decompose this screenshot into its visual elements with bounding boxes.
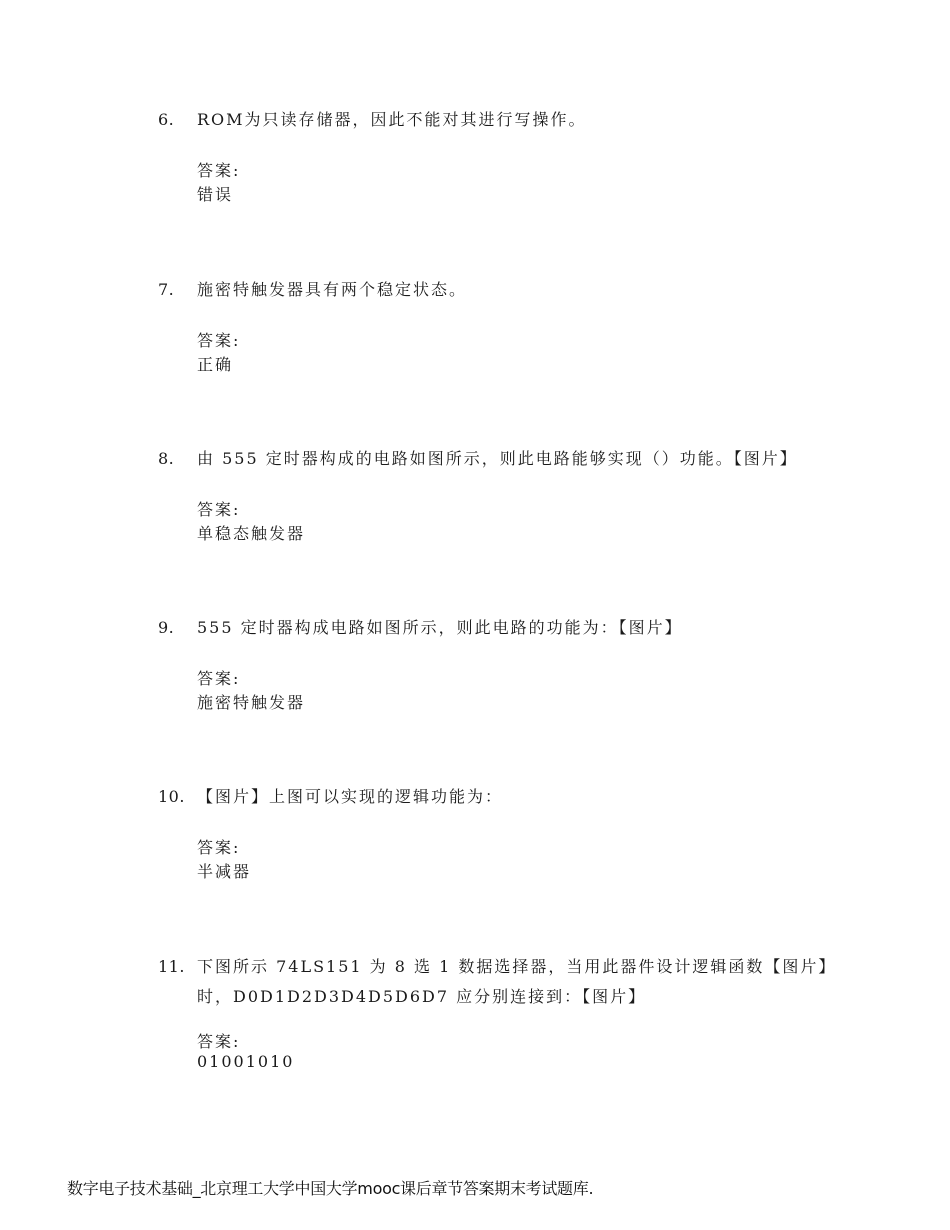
- question-number: 11.: [158, 957, 185, 976]
- question-number: 8.: [158, 449, 175, 468]
- answer-label: 答案:: [197, 669, 241, 688]
- answer-text: 施密特触发器: [197, 693, 306, 712]
- question-text: 施密特触发器具有两个稳定状态。: [197, 280, 468, 299]
- answer-text: 01001010: [197, 1052, 295, 1071]
- answer-label: 答案:: [197, 331, 241, 350]
- answer-text: 正确: [197, 355, 234, 374]
- answer-label: 答案:: [197, 161, 241, 180]
- question-text: 555 定时器构成电路如图所示，则此电路的功能为：【图片】: [197, 618, 683, 637]
- question-number: 7.: [158, 280, 175, 299]
- answer-label: 答案:: [197, 500, 241, 519]
- question-number: 9.: [158, 618, 175, 637]
- document-footer: 数字电子技术基础_北京理工大学中国大学mooc课后章节答案期末考试题库.: [67, 1179, 594, 1198]
- answer-text: 半减器: [197, 862, 252, 881]
- question-text: 由 555 定时器构成的电路如图所示，则此电路能够实现（）功能。【图片】: [197, 449, 798, 468]
- answer-label: 答案:: [197, 1032, 241, 1051]
- answer-text: 单稳态触发器: [197, 524, 306, 543]
- question-number: 10.: [158, 787, 185, 806]
- question-text: ROM为只读存储器，因此不能对其进行写操作。: [197, 110, 587, 129]
- answer-label: 答案:: [197, 838, 241, 857]
- question-text: 下图所示 74LS151 为 8 选 1 数据选择器，当用此器件设计逻辑函数【图片】时，D0D1D2D3D4D5D6D7 应分别连接到：【图片】: [197, 957, 837, 1006]
- question-number: 6.: [158, 110, 175, 129]
- question-text: 【图片】上图可以实现的逻辑功能为：: [197, 787, 504, 806]
- answer-text: 错误: [197, 185, 234, 204]
